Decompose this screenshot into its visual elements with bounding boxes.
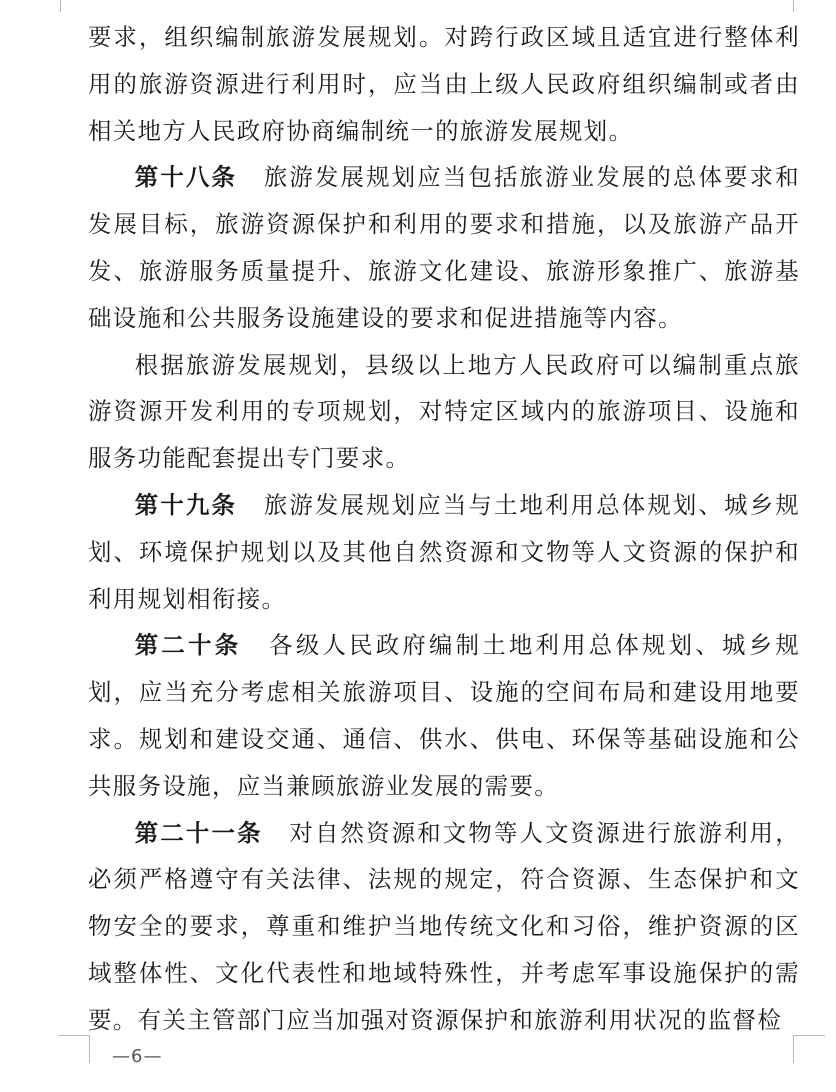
paragraph-text: 旅游发展规划应当包括旅游业发展的总体要求和发展目标，旅游资源保护和利用的要求和措施，以及旅游产品开发、旅游服务质量提升、旅游文化建设、旅游形象推广、旅游基础设施和公共服务设施建设的要求和促进措施等内容。	[88, 163, 800, 332]
paragraph-article-21	[88, 810, 800, 1044]
article-heading: 第十八条	[134, 163, 238, 192]
paragraph-continuation	[88, 14, 800, 154]
page-number: —6—	[112, 1046, 163, 1067]
crop-mark-top-left-vertical	[60, 0, 61, 12]
paragraph-article-18	[88, 154, 800, 341]
paragraph-text: 各级人民政府编制土地利用总体规划、城乡规划，应当充分考虑相关旅游项目、设施的空间布局和建设用地要求。规划和建设交通、通信、供水、供电、环保等基础设施和公共服务设施，应当兼顾旅游业发展的需要。	[88, 631, 801, 800]
paragraph-text: 旅游发展规划应当与土地利用总体规划、城乡规划、环境保护规划以及其他自然资源和文物等人文资源的保护和利用规划相衔接。	[88, 490, 800, 613]
paragraph-article-18-clause-2	[88, 342, 800, 482]
document-body	[88, 14, 800, 1044]
paragraph-text: 要求，组织编制旅游发展规划。对跨行政区域且适宜进行整体利用的旅游资源进行利用时，应当由上级人民政府组织编制或者由相关地方人民政府协商编制统一的旅游发展规划。	[88, 23, 800, 145]
article-heading: 第二十一条	[134, 818, 263, 847]
paragraph-article-19	[88, 482, 800, 622]
article-heading: 第二十条	[134, 631, 242, 660]
paragraph-article-20	[88, 622, 800, 809]
crop-mark-top-right-vertical	[793, 0, 794, 12]
paragraph-text: 对自然资源和文物等人文资源进行旅游利用，必须严格遵守有关法律、法规的规定，符合资源、生态保护和文物安全的要求，尊重和维护当地传统文化和习俗，维护资源的区域整体性、文化代表性和地域特殊性，并考虑军事设施保护的需要。有关主管部门应当加强对资源保护和旅游利用状况的监督检	[88, 818, 801, 1034]
article-heading: 第十九条	[134, 490, 238, 519]
paragraph-text: 根据旅游发展规划，县级以上地方人民政府可以编制重点旅游资源开发利用的专项规划，对特定区域内的旅游项目、设施和服务功能配套提出专门要求。	[88, 350, 800, 473]
crop-mark-bottom-left-horizontal	[58, 1035, 90, 1036]
